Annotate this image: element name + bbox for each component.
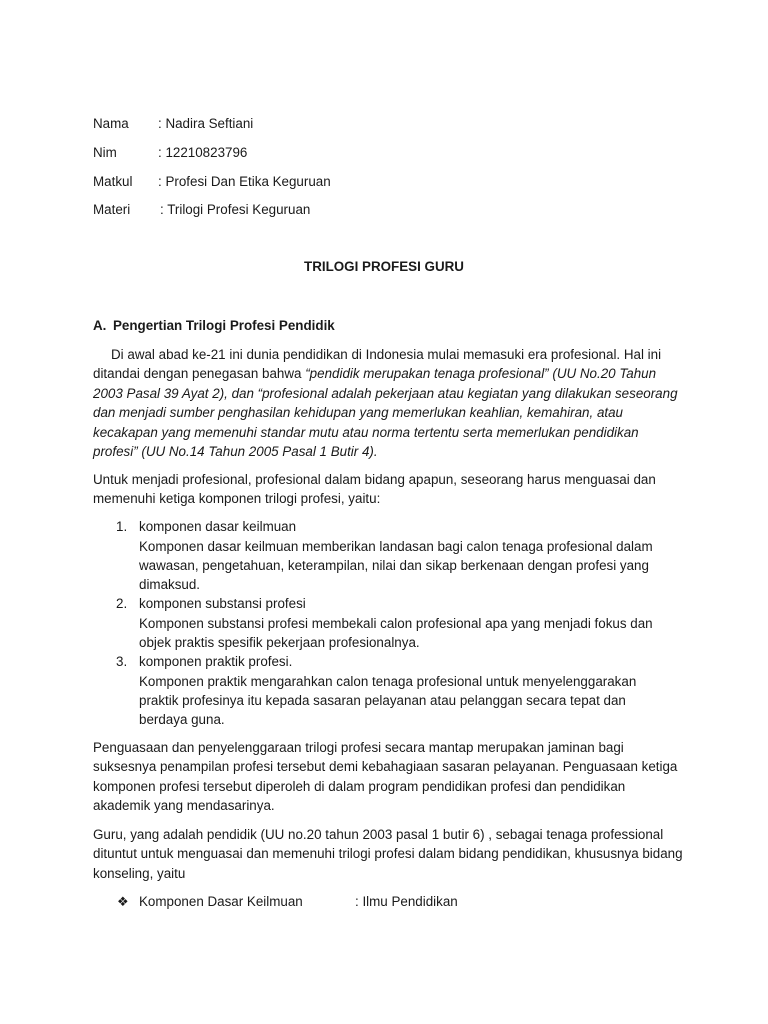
- info-value: : Trilogi Profesi Keguruan: [160, 202, 311, 217]
- paragraph-intro: [93, 345, 683, 461]
- bullet-label: Komponen Dasar Keilmuan: [139, 894, 303, 909]
- paragraph-teacher: Guru, yang adalah pendidik (UU no.20 tahun 2003 pasal 1 butir 6) , sebagai tenaga professional dituntut untuk menguasai dan memenuhi trilogi profesi dalam bidang pendidikan, khususnya bidang konseling, yaitu: [93, 827, 683, 881]
- info-value: : Profesi Dan Etika Keguruan: [158, 174, 331, 189]
- document-title: TRILOGI PROFESI GURU: [304, 259, 464, 274]
- list-item-number: 1.: [116, 519, 128, 534]
- list-item-title: komponen praktik profesi.: [139, 654, 293, 669]
- info-value: : Nadira Seftiani: [158, 116, 254, 131]
- paragraph-intro-quote: “pendidik merupakan tenaga profesional” (UU No.20 Tahun 2003 Pasal 39 Ayat 2), dan “profesional adalah pekerjaan atau kegiatan yang dilakukan seseorang dan menjadi sumber penghasilan kehidupan yang memerlukan keahlian, kemahiran, atau kecakapan yang memenuhi standar mutu atau norma tertentu serta memerlukan pendidikan profesi” (UU No.14 Tahun 2005 Pasal 1 Butir 4).: [93, 366, 678, 460]
- list-item-title: komponen substansi profesi: [139, 596, 306, 611]
- list-item-number: 3.: [116, 654, 128, 669]
- paragraph-components-intro: Untuk menjadi profesional, profesional dalam bidang apapun, seseorang harus menguasai dan memenuhi ketiga komponen trilogi profesi, yaitu:: [93, 472, 656, 507]
- list-item-description: Komponen praktik mengarahkan calon tenaga profesional untuk menyelenggarakan praktik profesinya itu kepada sasaran pelayanan atau pelanggan secara tepat dan berdaya guna.: [139, 673, 637, 727]
- diamond-bullet-icon: ❖: [117, 894, 129, 909]
- info-label: Materi: [93, 202, 131, 217]
- info-value: : 12210823796: [158, 145, 248, 160]
- section-heading: [93, 316, 683, 335]
- info-label: Nim: [93, 145, 117, 160]
- list-item-description: Komponen substansi profesi membekali calon profesional apa yang menjadi fokus dan objek praktis spesifik pekerjaan profesionalnya.: [139, 615, 653, 650]
- section-number: A.: [93, 318, 107, 333]
- paragraph-mastery: Penguasaan dan penyelenggaraan trilogi profesi secara mantap merupakan jaminan bagi suksesnya penampilan profesi tersebut demi kebahagiaan sasaran pelayanan. Penguasaan ketiga komponen profesi tersebut diperoleh di dalam program pendidikan profesi dan pendidikan akademik yang mendasarinya.: [93, 740, 678, 814]
- section-heading-text: Pengertian Trilogi Profesi Pendidik: [113, 318, 335, 333]
- list-item-number: 2.: [116, 596, 128, 611]
- bullet-value: : Ilmu Pendidikan: [355, 894, 458, 909]
- info-label: Matkul: [93, 174, 133, 189]
- list-item-description: Komponen dasar keilmuan memberikan landasan bagi calon tenaga profesional dalam wawasan, pengetahuan, keterampilan, nilai dan sikap berkenaan dengan profesi yang dimaksud.: [139, 538, 653, 592]
- paragraph-intro-text: Di awal abad ke-21 ini dunia pendidikan di Indonesia mulai memasuki era profesional. Hal ini ditandai dengan penegasan bahwa: [93, 347, 662, 382]
- list-item-title: komponen dasar keilmuan: [139, 519, 297, 534]
- info-label: Nama: [93, 116, 129, 131]
